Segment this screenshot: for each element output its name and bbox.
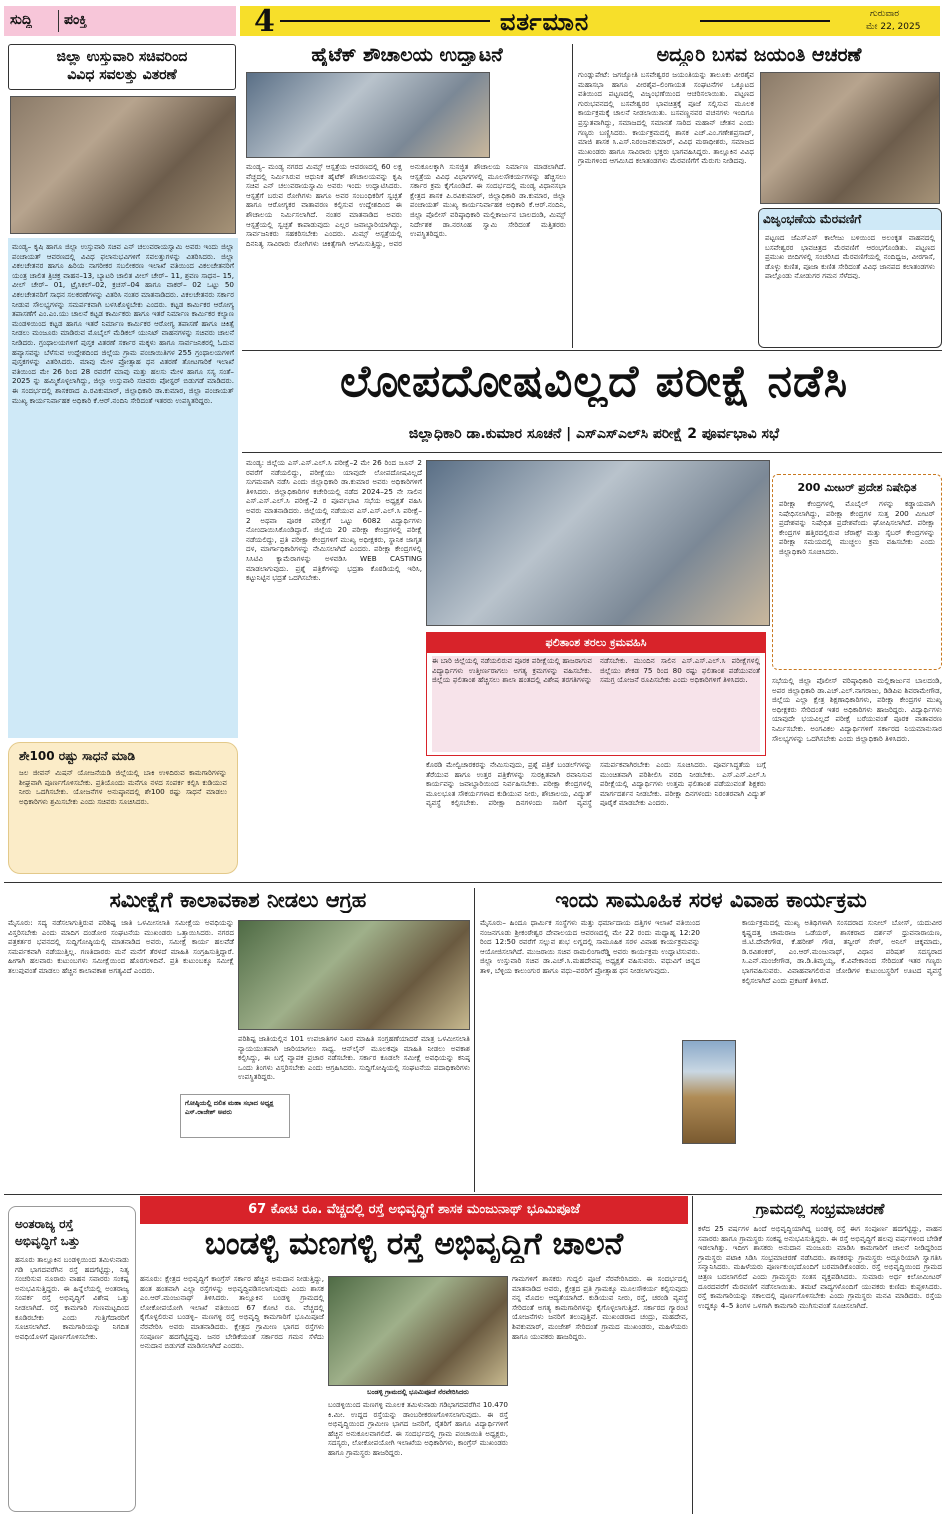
lead-200m-box (772, 474, 942, 670)
story4-headline: ಸಮೀಕ್ಷೆಗೆ ಕಾಲಾವಕಾಶ ನೀಡಲು ಆಗ್ರಹ (109, 888, 367, 912)
story6-side-body: ಹನೂರು ತಾಲ್ಲೂಕಿನ ಬಂಡಳ್ಳಿಯಿಂದ ತಮಿಳುನಾಡು ಗಡಿ ಭಾಗದವರೆಗಿನ ರಸ್ತೆ ಹದಗೆಟ್ಟಿದ್ದು, ನಿತ್ಯ ಸಂಚರಿಸುವ ನೂರಾರು ವಾಹನ ಸವಾರರು ಸಂಕಷ್ಟ ಅನುಭವಿಸುತ್ತಿದ್ದರು. ಈ ಹಿನ್ನೆಲೆಯಲ್ಲಿ ಅಂತರಾಜ್ಯ ಸಂಪರ್ಕ ರಸ್ತೆ ಅಭಿವೃದ್ಧಿಗೆ ವಿಶೇಷ ಒತ್ತು ನೀಡಲಾಗಿದೆ. ರಸ್ತೆ ಕಾಮಗಾರಿ ಗುಣಮಟ್ಟದಿಂದ ಕೂಡಿರಬೇಕು ಎಂದು ಗುತ್ತಿಗೆದಾರರಿಗೆ ಸೂಚಿಸಲಾಗಿದೆ. ಕಾಮಗಾರಿಯನ್ನು ನಿಗದಿತ ಅವಧಿಯೊಳಗೆ ಪೂರ್ಣಗೊಳಿಸಬೇಕು. (15, 1255, 129, 1341)
story6-photo (328, 1276, 508, 1386)
story7-body: ಕಳೆದ 25 ವರ್ಷಗಳ ಹಿಂದೆ ಅಭಿವೃದ್ಧಿಯಾಗಿದ್ದ ಬಂಡಳ್ಳಿ ರಸ್ತೆ ಈಗ ಸಂಪೂರ್ಣ ಹದಗೆಟ್ಟಿದ್ದು, ವಾಹನ ಸವಾರರು ಹಾಗೂ ಗ್ರಾಮಸ್ಥರು ಸಂಕಷ್ಟ ಅನುಭವಿಸುತ್ತಿದ್ದರು. ಈ ರಸ್ತೆ ಅಭಿವೃದ್ಧಿಗೆ ಹಲವು ವರ್ಷಗಳಿಂದ ಬೇಡಿಕೆ ಇಡಲಾಗಿತ್ತು. ಇದೀಗ ಶಾಸಕರು ಅನುದಾನ ಮಂಜೂರು ಮಾಡಿಸಿ ಕಾಮಗಾರಿಗೆ ಚಾಲನೆ ನೀಡಿದ್ದರಿಂದ ಗ್ರಾಮಸ್ಥರು ಪಟಾಕಿ ಸಿಡಿಸಿ ಸಂಭ್ರಮಾಚರಣೆ ನಡೆಸಿದರು. ಶಾಸಕರನ್ನು ಗ್ರಾಮಸ್ಥರು ಅದ್ದೂರಿಯಾಗಿ ಸ್ವಾಗತಿಸಿ ಸನ್ಮಾನಿಸಿದರು. ಮಹಿಳೆಯರು ಪೂರ್ಣಕುಂಭದೊಂದಿಗೆ ಬರಮಾಡಿಕೊಂಡರು. ರಸ್ತೆ ಅಭಿವೃದ್ಧಿಯಿಂದ ಗ್ರಾಮದ ಚಿತ್ರಣ ಬದಲಾಗಲಿದೆ ಎಂದು ಗ್ರಾಮಸ್ಥರು ಸಂತಸ ವ್ಯಕ್ತಪಡಿಸಿದರು. ಸುಮಾರು ಅರ್ಧ ಕಿಲೋಮೀಟರ್ ದೂರದವರೆಗೆ ಮೆರವಣಿಗೆ ನಡೆಸಲಾಯಿತು. ತಮಟೆ ವಾದ್ಯಗಳೊಂದಿಗೆ ಯುವಕರು ಕುಣಿದು ಕುಪ್ಪಳಿಸಿದರು. ರಸ್ತೆ ಕಾಮಗಾರಿಯನ್ನು ಸಕಾಲದಲ್ಲಿ ಪೂರ್ಣಗೊಳಿಸಬೇಕು ಎಂದು ಗ್ರಾಮಸ್ಥರು ಮನವಿ ಮಾಡಿದರು. ರಸ್ತೆಯ ಉದ್ದಕ್ಕೂ 4–5 ತಿಂಗಳ ಒಳಗಾಗಿ ಕಾಮಗಾರಿ ಮುಗಿಸುವಂತೆ ಸೂಚಿಸಲಾಗಿದೆ. (698, 1224, 942, 1310)
lead-body-far-right: ಸಭೆಯಲ್ಲಿ ಜಿಲ್ಲಾ ಪೊಲೀಸ್ ವರಿಷ್ಠಾಧಿಕಾರಿ ಮಲ್ಲಿಕಾರ್ಜುನ ಬಾಲದಂಡಿ, ಅಪರ ಜಿಲ್ಲಾಧಿಕಾರಿ ಡಾ.ಎಚ್.ಎಲ್.ನಾಗರಾಜು, ಡಿಡಿಪಿಐ ಶಿವರಾಮೇಗೌಡ, ಜಿಲ್ಲೆಯ ಎಲ್ಲಾ ಕ್ಷೇತ್ರ ಶಿಕ್ಷಣಾಧಿಕಾರಿಗಳು, ಪರೀಕ್ಷಾ ಕೇಂದ್ರಗಳ ಮುಖ್ಯ ಅಧೀಕ್ಷಕರು ಸೇರಿದಂತೆ ಇತರ ಅಧಿಕಾರಿಗಳು ಹಾಜರಿದ್ದರು. ವಿದ್ಯಾರ್ಥಿಗಳು ಯಾವುದೇ ಭಯವಿಲ್ಲದೆ ಪರೀಕ್ಷೆ ಬರೆಯುವಂತೆ ಪೂರಕ ವಾತಾವರಣ ನಿರ್ಮಿಸಬೇಕು. ಅಂಗವಿಕಲ ವಿದ್ಯಾರ್ಥಿಗಳಿಗೆ ಸರ್ಕಾರದ ನಿಯಮಾನುಸಾರ ಸೌಲಭ್ಯಗಳನ್ನು ಒದಗಿಸಬೇಕು ಎಂದು ಜಿಲ್ಲಾಧಿಕಾರಿ ತಿಳಿಸಿದರು. (772, 676, 942, 743)
story6-banner (140, 1196, 688, 1224)
story6-side-title-2: ಅಭಿವೃದ್ಧಿಗೆ ಒತ್ತು (15, 1234, 80, 1248)
story1-body: ಮಂಡ್ಯ– ಕೃಷಿ ಹಾಗೂ ಜಿಲ್ಲಾ ಉಸ್ತುವಾರಿ ಸಚಿವ ಎನ್ ಚಲುವರಾಯಸ್ವಾಮಿ ಅವರು ಇಂದು ಜಿಲ್ಲಾ ಪಂಚಾಯತ್ ಆವರಣದಲ್ಲಿ ವಿವಿಧ ಫಲಾನುಭವಿಗಳಿಗೆ ಸವಲತ್ತುಗಳನ್ನು ವಿತರಿಸಿದರು. ಜಿಲ್ಲಾ ವಿಕಲಚೇತನರ ಹಾಗೂ ಹಿರಿಯ ನಾಗರೀಕರ ಸಬಲೀಕರಣ ಇಲಾಖೆ ವತಿಯಿಂದ ವಿಕಲಚೇತನರಿಗೆ ಯಂತ್ರ ಚಾಲಿತ ತ್ರಿಚಕ್ರ ವಾಹನ–13, ಬ್ಯಾಟರಿ ಚಾಲಿತ ವೀಲ್ ಚೇರ್– 11, ಶ್ರವಣ ಸಾಧನ– 15, ವೀಲ್ ಚೇರ್– 01, ಟ್ರೈಸಿಕಲ್–02, ಕ್ರಚಸ್–04 ಹಾಗೂ ವಾಕರ್– 02 ಒಟ್ಟು 50 ವಿಕಲಚೇತನರಿಗೆ ಸಾಧನ ಸಲಕರಣೆಗಳನ್ನು ವಿತರಿಸಿ ನಂತರ ಮಾತನಾಡಿದರು. ವಿಕಲಚೇತನರು ಸರ್ಕಾರ ನೀಡುವ ಸೌಲಭ್ಯಗಳನ್ನು ಸಮರ್ಪಕವಾಗಿ ಬಳಸಿಕೊಳ್ಳಬೇಕು ಎಂದರು. ಕಟ್ಟಡ ಕಾರ್ಮಿಕರ ಆರೋಗ್ಯ ತಪಾಸಣೆಗೆ ಎಂ.ಎಂ.ಯು ಚಾಲನೆ ಕಟ್ಟಡ ಕಾರ್ಮಿಕರು ಹಾಗೂ ಇತರೆ ನಿರ್ಮಾಣ ಕಾರ್ಮಿಕರ ಕಲ್ಯಾಣ ಮಂಡಳಿಯಿಂದ ಕಟ್ಟಡ ಹಾಗೂ ಇತರೆ ನಿರ್ಮಾಣ ಕಾರ್ಮಿಕರ ಆರೋಗ್ಯ ತಪಾಸಣೆ ಹಾಗೂ ಚಿಕಿತ್ಸೆ ನೀಡಲು ಮಂಜೂರು ಮಾಡಿರುವ ಮೊಬೈಲ್ ಮೆಡಿಕಲ್ ಯುನಿಟ್ ವಾಹನಗಳನ್ನು ಸಚಿವರು ಚಾಲನೆ ನೀಡಿದರು. ಗ್ರಂಥಾಲಯಗಳಿಗೆ ಪುಸ್ತಕ ವಿತರಣೆ ಸರ್ಕಾರ ಮಕ್ಕಳು ಹಾಗೂ ಸಾರ್ವಜನಿಕರಲ್ಲಿ ಓದುವ ಹವ್ಯಾಸವನ್ನು ಬೆಳೆಸುವ ಉದ್ದೇಶದಿಂದ ಜಿಲ್ಲೆಯ ಗ್ರಾಮ ಪಂಚಾಯಿತಿಗಳ 255 ಗ್ರಂಥಾಲಯಗಳಿಗೆ ಪುಸ್ತಕಗಳನ್ನು ವಿತರಿಸಿದರು. ಮಾವು ಮೇಳ ಪ್ರೋತ್ಸಾಹ ಧನ ವಿತರಣೆ ತೋಟಗಾರಿಕೆ ಇಲಾಖೆ ವತಿಯಿಂದ ಮೇ 26 ರಿಂದ 28 ರವರೆಗೆ ಮಾವು ಮತ್ತು ಹಲಸು ಮೇಳ ಹಾಗೂ ಸಸ್ಯ ಸಂತೆ– 2025 ನ್ನು ಹಮ್ಮಿಕೊಳ್ಳಲಾಗಿದ್ದು, ಜಿಲ್ಲಾ ಉಸ್ತುವಾರಿ ಸಚಿವರು ಪೋಸ್ಟರ್ ಬಿಡುಗಡೆ ಮಾಡಿದರು. ಈ ಸಂದರ್ಭದಲ್ಲಿ ಶಾಸಕರಾದ ಪಿ.ರವಿಕುಮಾರ್, ಜಿಲ್ಲಾಧಿಕಾರಿ ಡಾ.ಕುಮಾರ, ಜಿಲ್ಲಾ ಪಂಚಾಯತ್ ಮುಖ್ಯ ಕಾರ್ಯನಿರ್ವಾಹಕ ಅಧಿಕಾರಿ ಕೆ.ಆರ್.ನಂದಿನಿ ಸೇರಿದಂತೆ ಇತರರು ಉಪಸ್ಥಿತರಿದ್ದರು. (12, 242, 234, 405)
lead-result-title: ಫಲಿತಾಂಶ ತರಲು ಕ್ರಮವಹಿಸಿ (427, 633, 765, 653)
section-tag-divider (58, 10, 59, 32)
issue-day: ಗುರುವಾರ (870, 9, 900, 19)
story5-body-left: ಮೈಸೂರು– ಹಿಂದೂ ಧಾರ್ಮಿಕ ಸಂಸ್ಥೆಗಳು ಮತ್ತು ಧರ್ಮಾದಾಯ ದತ್ತಿಗಳ ಇಲಾಖೆ ವತಿಯಿಂದ ನಂಜನಗೂಡು ಶ್ರೀಕಂಠೇಶ್ವರ ದೇವಾಲಯದ ಆವರಣದಲ್ಲಿ ಮೇ 22 ರಂದು ಮಧ್ಯಾಹ್ನ 12:20 ರಿಂದ 12:50 ರವರೆಗೆ ಸಲ್ಲುವ ಶುಭ ಲಗ್ನದಲ್ಲಿ ಸಾಮೂಹಿಕ ಸರಳ ವಿವಾಹ ಕಾರ್ಯಕ್ರಮವನ್ನು ಆಯೋಜಿಸಲಾಗಿದೆ. ಮುಜರಾಯಿ ಸಚಿವ ರಾಮಲಿಂಗಾರೆಡ್ಡಿ ಅವರು ಕಾರ್ಯಕ್ರಮ ಉದ್ಘಾಟಿಸುವರು. ಜಿಲ್ಲಾ ಉಸ್ತುವಾರಿ ಸಚಿವ ಡಾ.ಎಚ್.ಸಿ.ಮಹದೇವಪ್ಪ ಅಧ್ಯಕ್ಷತೆ ವಹಿಸುವರು. ವಧುವಿಗೆ ಚಿನ್ನದ ತಾಳಿ, ಬೆಳ್ಳಿಯ ಕಾಲುಂಗುರ ಹಾಗೂ ವಧು–ವರರಿಗೆ ಪ್ರೋತ್ಸಾಹ ಧನ ನೀಡಲಾಗುವುದು. (480, 918, 700, 975)
story4-body-right: ಪರಿಶಿಷ್ಟ ಜಾತಿಯಲ್ಲಿನ 101 ಉಪಜಾತಿಗಳ ನಿಖರ ಮಾಹಿತಿ ಸಂಗ್ರಹಣೆಯಾದರೆ ಮಾತ್ರ ಒಳಮೀಸಲಾತಿ ನ್ಯಾಯಯುತವಾಗಿ ಜಾರಿಯಾಗಲು ಸಾಧ್ಯ. ಆನ್‌ಲೈನ್ ಮೂಲಕವೂ ಮಾಹಿತಿ ನೀಡಲು ಅವಕಾಶ ಕಲ್ಪಿಸಿದ್ದು, ಈ ಬಗ್ಗೆ ವ್ಯಾಪಕ ಪ್ರಚಾರ ನಡೆಸಬೇಕು. ಸರ್ಕಾರ ಕೂಡಲೇ ಸಮೀಕ್ಷೆ ಅವಧಿಯನ್ನು ಕನಿಷ್ಠ ಒಂದು ತಿಂಗಳು ವಿಸ್ತರಿಸಬೇಕು ಎಂದು ಆಗ್ರಹಿಸಿದರು. ಸುದ್ದಿಗೋಷ್ಠಿಯಲ್ಲಿ ಸಂಘಟನೆಯ ಪದಾಧಿಕಾರಿಗಳು ಉಪಸ್ಥಿತರಿದ್ದರು. (238, 1034, 470, 1082)
divider-mid-section (4, 882, 942, 883)
masthead-rule-right (700, 20, 830, 22)
story1-headline-line1: ಜಿಲ್ಲಾ ಉಸ್ತುವಾರಿ ಸಚಿವರಿಂದ (56, 49, 188, 65)
issue-date: ಮೇ 22, 2025 (866, 22, 921, 32)
box100-title: ಶೇ100 ರಷ್ಟು ಸಾಧನೆ ಮಾಡಿ (19, 749, 136, 763)
story1-headline-box (8, 44, 236, 90)
story1-headline-line2: ವಿವಿಧ ಸವಲತ್ತು ವಿತರಣೆ (67, 67, 177, 83)
story5-headline: ಇಂದು ಸಾಮೂಹಿಕ ಸರಳ ವಿವಾಹ ಕಾರ್ಯಕ್ರಮ (555, 888, 867, 912)
story3-photo (760, 72, 940, 204)
story3-body: ಗುಂಡ್ಲುಪೇಟೆ: ಜಗಜ್ಯೋತಿ ಬಸವೇಶ್ವರರ ಜಯಂತಿಯನ್ನು ತಾಲೂಕು ವೀರಶೈವ ಮಹಾಸಭಾ ಹಾಗೂ ವೀರಶೈವ–ಲಿಂಗಾಯತ ಸಂಘಟನೆಗಳ ಒಕ್ಕೂಟದ ವತಿಯಿಂದ ಪಟ್ಟಣದಲ್ಲಿ ವಿಜೃಂಭಣೆಯಿಂದ ಆಚರಿಸಲಾಯಿತು. ಪಟ್ಟಣದ ಗುರುಭವನದಲ್ಲಿ ಬಸವೇಶ್ವರರ ಭಾವಚಿತ್ರಕ್ಕೆ ಪೂಜೆ ಸಲ್ಲಿಸುವ ಮೂಲಕ ಕಾರ್ಯಕ್ರಮಕ್ಕೆ ಚಾಲನೆ ನೀಡಲಾಯಿತು. ಬಸವಣ್ಣನವರ ವಚನಗಳು ಇಂದಿಗೂ ಪ್ರಸ್ತುತವಾಗಿದ್ದು, ಸಮಾಜದಲ್ಲಿ ಸಮಾನತೆ ಸಾರಿದ ಮಹಾನ್ ಚೇತನ ಎಂದು ಗಣ್ಯರು ಬಣ್ಣಿಸಿದರು. ಕಾರ್ಯಕ್ರಮದಲ್ಲಿ ಶಾಸಕ ಎಚ್.ಎಂ.ಗಣೇಶಪ್ರಸಾದ್, ಮಾಜಿ ಶಾಸಕ ಸಿ.ಎಸ್.ನಿರಂಜನಕುಮಾರ್, ವಿವಿಧ ಮಠಾಧೀಶರು, ಸಮಾಜದ ಮುಖಂಡರು ಹಾಗೂ ಸಾವಿರಾರು ಭಕ್ತರು ಭಾಗವಹಿಸಿದ್ದರು. ತಾಲ್ಲೂಕಿನ ವಿವಿಧ ಗ್ರಾಮಗಳಿಂದ ಆಗಮಿಸಿದ ಕಲಾತಂಡಗಳು ಮೆರವಣಿಗೆಗೆ ಮೆರುಗು ನೀಡಿದವು. (578, 70, 754, 166)
lead-result-box (426, 632, 766, 756)
lead-result-body: ಈ ಬಾರಿ ಜಿಲ್ಲೆಯಲ್ಲಿ ನಡೆಯಲಿರುವ ಪೂರಕ ಪರೀಕ್ಷೆಯಲ್ಲಿ ಹಾಜರಾಗುವ ವಿದ್ಯಾರ್ಥಿಗಳು ಉತ್ತೀರ್ಣರಾಗಲು ಅಗತ್ಯ ಕ್ರಮಗಳನ್ನು ವಹಿಸಬೇಕು. ಜಿಲ್ಲೆಯ ಫಲಿತಾಂಶ ಹೆಚ್ಚಿಸಲು ಶಾಲಾ ಹಂತದಲ್ಲಿ ವಿಶೇಷ ತರಗತಿಗಳನ್ನು ನಡೆಸಬೇಕು. ಮುಂದಿನ ಸಾಲಿನ ಎಸ್.ಎಸ್.ಎಲ್.ಸಿ ಪರೀಕ್ಷೆಗಳಲ್ಲಿ ಜಿಲ್ಲೆಯು ಶೇಕಡ 75 ರಿಂದ 80 ರಷ್ಟು ಫಲಿತಾಂಶ ಪಡೆಯುವಂತೆ ಸಮಗ್ರ ಯೋಜನೆ ರೂಪಿಸಬೇಕು ಎಂದು ಅಧಿಕಾರಿಗಳಿಗೆ ತಿಳಿಸಿದರು. (432, 656, 760, 752)
story4-photo-caption-box (180, 1094, 290, 1138)
lead-subhead: ಜಿಲ್ಲಾಧಿಕಾರಿ ಡಾ.ಕುಮಾರ ಸೂಚನೆ | ಎಸ್‌ಎಸ್‌ಎಲ್‌ಸಿ ಪರೀಕ್ಷೆ 2 ಪೂರ್ವಭಾವಿ ಸಭೆ (408, 426, 780, 442)
lead-photo (426, 460, 770, 626)
story5-photo-temple (682, 1040, 736, 1144)
story6-side-title-1: ಅಂತರಾಜ್ಯ ರಸ್ತೆ (15, 1217, 74, 1231)
story6-banner-text: 67 ಕೋಟಿ ರೂ. ವೆಚ್ಚದಲ್ಲಿ ರಸ್ತೆ ಅಭಿವೃದ್ಧಿಗೆ ಶಾಸಕ ಮಂಜುನಾಥ್ ಭೂಮಿಪೂಜೆ (248, 1202, 580, 1217)
story2-body: ಮಂಡ್ಯ– ಮಂಡ್ಯ ನಗರದ ಮಿಮ್ಸ್ ಆಸ್ಪತ್ರೆಯ ಆವರಣದಲ್ಲಿ 60 ಲಕ್ಷ ವೆಚ್ಚದಲ್ಲಿ ನಿರ್ಮಿಸಿರುವ ಆಧುನಿಕ ಹೈಟೆಕ್ ಶೌಚಾಲಯವನ್ನು ಕೃಷಿ ಸಚಿವ ಎನ್ ಚಲುವರಾಯಸ್ವಾಮಿ ಅವರು ಇಂದು ಉದ್ಘಾಟಿಸಿದರು. ಆಸ್ಪತ್ರೆಗೆ ಬರುವ ರೋಗಿಗಳು ಹಾಗೂ ಅವರ ಸಂಬಂಧಿಕರಿಗೆ ಸ್ವಚ್ಛತೆ ಹಾಗೂ ಆರೋಗ್ಯಕರ ವಾತಾವರಣ ಕಲ್ಪಿಸುವ ಉದ್ದೇಶದಿಂದ ಈ ಶೌಚಾಲಯ ನಿರ್ಮಿಸಲಾಗಿದೆ. ನಂತರ ಮಾತನಾಡಿದ ಅವರು ಆಸ್ಪತ್ರೆಯಲ್ಲಿ ಸ್ವಚ್ಛತೆ ಕಾಪಾಡುವುದು ಎಲ್ಲರ ಜವಾಬ್ದಾರಿಯಾಗಿದ್ದು, ಸಾರ್ವಜನಿಕರು ಸಹಕರಿಸಬೇಕು ಎಂದರು. ಮಿಮ್ಸ್ ಆಸ್ಪತ್ರೆಯಲ್ಲಿ ದಿನನಿತ್ಯ ಸಾವಿರಾರು ರೋಗಿಗಳು ಚಿಕಿತ್ಸೆಗಾಗಿ ಆಗಮಿಸುತ್ತಿದ್ದು, ಅವರ ಅನುಕೂಲಕ್ಕಾಗಿ ಸುಸಜ್ಜಿತ ಶೌಚಾಲಯ ನಿರ್ಮಾಣ ಮಾಡಲಾಗಿದೆ. ಆಸ್ಪತ್ರೆಯ ವಿವಿಧ ವಿಭಾಗಗಳಲ್ಲಿ ಮೂಲಸೌಕರ್ಯಗಳನ್ನು ಹೆಚ್ಚಿಸಲು ಸರ್ಕಾರ ಕ್ರಮ ಕೈಗೊಂಡಿದೆ. ಈ ಸಂದರ್ಭದಲ್ಲಿ ಮಂಡ್ಯ ವಿಧಾನಸಭಾ ಕ್ಷೇತ್ರದ ಶಾಸಕ ಪಿ.ರವಿಕುಮಾರ್, ಜಿಲ್ಲಾಧಿಕಾರಿ ಡಾ.ಕುಮಾರ, ಜಿಲ್ಲಾ ಪಂಚಾಯತ್ ಮುಖ್ಯ ಕಾರ್ಯನಿರ್ವಾಹಕ ಅಧಿಕಾರಿ ಕೆ.ಆರ್.ನಂದಿನಿ, ಜಿಲ್ಲಾ ಪೊಲೀಸ್ ವರಿಷ್ಠಾಧಿಕಾರಿ ಮಲ್ಲಿಕಾರ್ಜುನ ಬಾಲದಂಡಿ, ಮಿಮ್ಸ್ ನಿರ್ದೇಶಕ ಡಾ.ನರಸಿಂಹ ಸ್ವಾಮಿ ಸೇರಿದಂತೆ ಮತ್ತಿತರರು ಉಪಸ್ಥಿತರಿದ್ದರು. (246, 162, 566, 248)
box100 (8, 742, 238, 874)
box100-body: ಜಲ ಜೀವನ್ ಮಿಷನ್ ಯೋಜನೆಯಡಿ ಜಿಲ್ಲೆಯಲ್ಲಿ ಬಾಕಿ ಉಳಿದಿರುವ ಕಾಮಗಾರಿಗಳನ್ನು ಶೀಘ್ರವಾಗಿ ಪೂರ್ಣಗೊಳಿಸಬೇಕು. ಪ್ರತಿಯೊಂದು ಮನೆಗೂ ನಳದ ಸಂಪರ್ಕ ಕಲ್ಪಿಸಿ ಕುಡಿಯುವ ನೀರು ಒದಗಿಸಬೇಕು. ಯೋಜನೆಗಳ ಅನುಷ್ಠಾನದಲ್ಲಿ ಶೇ100 ರಷ್ಟು ಸಾಧನೆ ಮಾಡಲು ಅಧಿಕಾರಿಗಳು ಶ್ರಮಿಸಬೇಕು ಎಂದು ಸಚಿವರು ಸೂಚಿಸಿದರು. (19, 768, 227, 806)
story5-body-right: ಕಾರ್ಯಕ್ರಮದಲ್ಲಿ ಮುಖ್ಯ ಅತಿಥಿಗಳಾಗಿ ಸಂಸದರಾದ ಸುನೀಲ್ ಬೋಸ್, ಯದುವೀರ ಕೃಷ್ಣದತ್ತ ಚಾಮರಾಜ ಒಡೆಯರ್, ಶಾಸಕರಾದ ದರ್ಶನ್ ಧ್ರುವನಾರಾಯಣ, ಜಿ.ಟಿ.ದೇವೇಗೌಡ, ಕೆ.ಹರೀಶ್ ಗೌಡ, ತನ್ವೀರ್ ಸೇಠ್, ಅನಿಲ್ ಚಿಕ್ಕಮಾದು, ಡಿ.ರವಿಶಂಕರ್, ಎಂ.ಆರ್.ಮಂಜುನಾಥ್, ವಿಧಾನ ಪರಿಷತ್ ಸದಸ್ಯರಾದ ಸಿ.ಎನ್.ಮಂಜೇಗೌಡ, ಡಾ.ಡಿ.ತಿಮ್ಮಯ್ಯ, ಕೆ.ವಿವೇಕಾನಂದ ಸೇರಿದಂತೆ ಇತರ ಗಣ್ಯರು ಭಾಗವಹಿಸುವರು. ವಿವಾಹವಾಗಲಿರುವ ಜೋಡಿಗಳ ಕುಟುಂಬಸ್ಥರಿಗೆ ಊಟದ ವ್ಯವಸ್ಥೆ ಕಲ್ಪಿಸಲಾಗಿದೆ ಎಂದು ಪ್ರಕಟಣೆ ತಿಳಿಸಿದೆ. (742, 918, 942, 985)
section-tag-label-b: ಪಂಕ್ತಿ (64, 12, 87, 28)
lead-body-left: ಮಂಡ್ಯ: ಜಿಲ್ಲೆಯ ಎಸ್.ಎಸ್.ಎಲ್.ಸಿ ಪರೀಕ್ಷೆ–2 ಮೇ 26 ರಿಂದ ಜೂನ್ 2 ರವರೆಗೆ ನಡೆಯಲಿದ್ದು, ಪರೀಕ್ಷೆಯು ಯಾವುದೇ ಲೋಪದೋಷವಿಲ್ಲದೆ ಸುಗಮವಾಗಿ ನಡೆಸಿ ಎಂದು ಜಿಲ್ಲಾಧಿಕಾರಿ ಡಾ.ಕುಮಾರ ಅವರು ಅಧಿಕಾರಿಗಳಿಗೆ ತಿಳಿಸಿದರು. ಜಿಲ್ಲಾಧಿಕಾರಿಗಳ ಕಚೇರಿಯಲ್ಲಿ ನಡೆದ 2024–25 ನೇ ಸಾಲಿನ ಎಸ್.ಎಸ್.ಎಲ್.ಸಿ ಪರೀಕ್ಷೆ–2 ರ ಪೂರ್ವಭಾವಿ ಸಭೆಯ ಅಧ್ಯಕ್ಷತೆ ವಹಿಸಿ ಅವರು ಮಾತನಾಡಿದರು. ಜಿಲ್ಲೆಯಲ್ಲಿ ನಡೆಯುವ ಎಸ್.ಎಸ್.ಎಲ್.ಸಿ ಪರೀಕ್ಷೆ–2 ಅಥವಾ ಪೂರಕ ಪರೀಕ್ಷೆಗೆ ಒಟ್ಟು 6082 ವಿದ್ಯಾರ್ಥಿಗಳು ನೋಂದಾಯಿಸಿಕೊಂಡಿದ್ದಾರೆ. ಜಿಲ್ಲೆಯ 20 ಪರೀಕ್ಷಾ ಕೇಂದ್ರಗಳಲ್ಲಿ ಪರೀಕ್ಷೆ ನಡೆಯಲಿದ್ದು, ಪ್ರತಿ ಪರೀಕ್ಷಾ ಕೇಂದ್ರಗಳಿಗೆ ಮುಖ್ಯ ಅಧೀಕ್ಷಕರು, ಸ್ಥಾನಿಕ ಜಾಗೃತ ದಳ, ಮಾರ್ಗಾಧಿಕಾರಿಗಳನ್ನು ನೇಮಿಸಲಾಗಿದೆ ಎಂದರು. ಪರೀಕ್ಷಾ ಕೇಂದ್ರಗಳಲ್ಲಿ ಸಿಸಿಟಿವಿ ಕ್ಯಾಮೆರಾಗಳನ್ನು ಅಳವಡಿಸಿ WEB CASTING ಮಾಡಲಾಗುವುದು. ಪ್ರಶ್ನೆ ಪತ್ರಿಕೆಗಳನ್ನು ಭದ್ರತಾ ಕೊಠಡಿಯಲ್ಲಿ ಇರಿಸಿ, ಕಟ್ಟುನಿಟ್ಟಿನ ಭದ್ರತೆ ಒದಗಿಸಬೇಕು. (246, 458, 422, 583)
section-tag-label-a: ಸುದ್ದಿ (10, 12, 33, 28)
lead-200m-title: 200 ಮೀಟರ್ ಪ್ರದೇಶ ನಿಷೇಧಿತ (797, 481, 917, 494)
masthead-rule (280, 20, 490, 22)
story6-body-a: ಹನೂರು: ಕ್ಷೇತ್ರದ ಅಭಿವೃದ್ಧಿಗೆ ಕಾಂಗ್ರೆಸ್ ಸರ್ಕಾರ ಹೆಚ್ಚಿನ ಅನುದಾನ ನೀಡುತ್ತಿದ್ದು, ಹಂತ ಹಂತವಾಗಿ ಎಲ್ಲಾ ರಸ್ತೆಗಳನ್ನು ಅಭಿವೃದ್ಧಿಪಡಿಸಲಾಗುವುದು ಎಂದು ಶಾಸಕ ಎಂ.ಆರ್.ಮಂಜುನಾಥ್ ತಿಳಿಸಿದರು. ತಾಲ್ಲೂಕಿನ ಬಂಡಳ್ಳಿ ಗ್ರಾಮದಲ್ಲಿ ಲೋಕೋಪಯೋಗಿ ಇಲಾಖೆ ವತಿಯಿಂದ 67 ಕೋಟಿ ರೂ. ವೆಚ್ಚದಲ್ಲಿ ಕೈಗೊಳ್ಳಲಿರುವ ಬಂಡಳ್ಳಿ– ಮಣಗಳ್ಳಿ ರಸ್ತೆ ಅಭಿವೃದ್ಧಿ ಕಾಮಗಾರಿಗೆ ಭೂಮಿಪೂಜೆ ನೆರವೇರಿಸಿ ಅವರು ಮಾತನಾಡಿದರು. ಕ್ಷೇತ್ರದ ಗ್ರಾಮೀಣ ಭಾಗದ ರಸ್ತೆಗಳು ಸಂಪೂರ್ಣ ಹದಗೆಟ್ಟಿದ್ದವು. ಜನರ ಬೇಡಿಕೆಯಂತೆ ಸರ್ಕಾರದ ಗಮನ ಸೆಳೆದು ಅನುದಾನ ಬಿಡುಗಡೆ ಮಾಡಿಸಲಾಗಿದೆ ಎಂದರು. (140, 1274, 324, 1351)
divider-top-section (242, 350, 942, 351)
divider-lead-subhead (242, 452, 942, 453)
story1-photo (10, 96, 236, 234)
story6-photo-caption: ಬಂಡಳ್ಳಿ ಗ್ರಾಮದಲ್ಲಿ ಭೂಮಿಪೂಜೆ ನೆರವೇರಿಸಿದರು (367, 1388, 469, 1396)
box-procession (758, 208, 942, 348)
story6-body-c: ಗಾಮಗಳಿಗೆ ಶಾಸಕರು ಗುದ್ದಲಿ ಪೂಜೆ ನೆರವೇರಿಸಿದರು. ಈ ಸಂದರ್ಭದಲ್ಲಿ ಮಾತನಾಡಿದ ಅವರು, ಕ್ಷೇತ್ರದ ಪ್ರತಿ ಗ್ರಾಮಕ್ಕೂ ಮೂಲಸೌಕರ್ಯ ಕಲ್ಪಿಸುವುದು ನನ್ನ ಮೊದಲ ಆದ್ಯತೆಯಾಗಿದೆ. ಕುಡಿಯುವ ನೀರು, ರಸ್ತೆ, ಚರಂಡಿ ವ್ಯವಸ್ಥೆ ಸೇರಿದಂತೆ ಅಗತ್ಯ ಕಾಮಗಾರಿಗಳನ್ನು ಕೈಗೊಳ್ಳಲಾಗುತ್ತಿದೆ. ಸರ್ಕಾರದ ಗ್ಯಾರಂಟಿ ಯೋಜನೆಗಳು ಜನರಿಗೆ ತಲುಪುತ್ತಿವೆ. ಮುಖಂಡರಾದ ಚಂದ್ರು, ಮಹದೇವ, ಶಿವಕುಮಾರ್, ಮಂಜೇಶ್ ಸೇರಿದಂತೆ ಗ್ರಾಮದ ಮುಖಂಡರು, ಮಹಿಳೆಯರು ಹಾಗೂ ಯುವಕರು ಹಾಜರಿದ್ದರು. (512, 1274, 688, 1341)
story2-headline: ಹೈಟೆಕ್ ಶೌಚಾಲಯ ಉದ್ಘಾಟನೆ (311, 44, 503, 66)
story4-photo-caption: ಗೋಷ್ಠಿಯಲ್ಲಿ ದಲಿತ ಮಹಾ ಸಭಾದ ಅಧ್ಯಕ್ಷ ಎಸ್.ರಾಜೇಶ್ ಅವರು (185, 1099, 274, 1116)
paper-name-logo: ವರ್ತಮಾನ (500, 7, 590, 36)
section-tag-pink (4, 6, 236, 36)
lead-headline: ಲೋಪದೋಷವಿಲ್ಲದೆ ಪರೀಕ್ಷೆ ನಡೆಸಿ (339, 356, 849, 407)
story4-photo (238, 920, 470, 1030)
page-number: 4 (254, 4, 275, 39)
box-procession-body: ಪಟ್ಟಣದ ಜೆಎಸ್ಎಸ್ ಕಾಲೇಜು ಬಳಿಯಿಂದ ಅಲಂಕೃತ ವಾಹನದಲ್ಲಿ ಬಸವೇಶ್ವರರ ಭಾವಚಿತ್ರದ ಮೆರವಣಿಗೆ ಆರಂಭಗೊಂಡಿತು. ಪಟ್ಟಣದ ಪ್ರಮುಖ ಬೀದಿಗಳಲ್ಲಿ ಸಂಚರಿಸಿದ ಮೆರವಣಿಗೆಯಲ್ಲಿ ನಂದಿಧ್ವಜ, ವೀರಗಾಸೆ, ಡೊಳ್ಳು ಕುಣಿತ, ಪೂಜಾ ಕುಣಿತ ಸೇರಿದಂತೆ ವಿವಿಧ ಜಾನಪದ ಕಲಾತಂಡಗಳು ಪಾಲ್ಗೊಂಡು ನೋಡುಗರ ಗಮನ ಸೆಳೆದವು. (765, 233, 935, 281)
divider-story2-story3 (572, 44, 573, 348)
story6-body-b: ಬಂಡಳ್ಳಿಯಿಂದ ಮಣಗಳ್ಳಿ ಮೂಲಕ ತಮಿಳುನಾಡು ಗಡಿಭಾಗದವರೆಗಿನ 10.470 ಕಿ.ಮೀ. ಉದ್ದದ ರಸ್ತೆಯನ್ನು ಡಾಂಬರೀಕರಣಗೊಳಿಸಲಾಗುವುದು. ಈ ರಸ್ತೆ ಅಭಿವೃದ್ಧಿಯಿಂದ ಗ್ರಾಮೀಣ ಭಾಗದ ಜನರಿಗೆ, ರೈತರಿಗೆ ಹಾಗೂ ವಿದ್ಯಾರ್ಥಿಗಳಿಗೆ ಹೆಚ್ಚಿನ ಅನುಕೂಲವಾಗಲಿದೆ. ಈ ಸಂದರ್ಭದಲ್ಲಿ ಗ್ರಾಮ ಪಂಚಾಯಿತಿ ಅಧ್ಯಕ್ಷರು, ಸದಸ್ಯರು, ಲೋಕೋಪಯೋಗಿ ಇಲಾಖೆಯ ಅಧಿಕಾರಿಗಳು, ಕಾಂಗ್ರೆಸ್ ಮುಖಂಡರು ಹಾಗೂ ಗ್ರಾಮಸ್ಥರು ಹಾಜರಿದ್ದರು. (328, 1400, 508, 1457)
divider-story6-story7 (692, 1196, 693, 1514)
story4-body-left: ಮೈಸೂರು: ಸದ್ಯ ನಡೆಸಲಾಗುತ್ತಿರುವ ಪರಿಶಿಷ್ಟ ಜಾತಿ ಒಳಮೀಸಲಾತಿ ಸಮೀಕ್ಷೆಯ ಅವಧಿಯನ್ನು ವಿಸ್ತರಿಸಬೇಕು ಎಂದು ಮಾದಿಗ ದಂಡೋರ ಸಂಘಟನೆಯ ಮುಖಂಡರು ಒತ್ತಾಯಿಸಿದರು. ನಗರದ ಪತ್ರಕರ್ತರ ಭವನದಲ್ಲಿ ಸುದ್ದಿಗೋಷ್ಠಿಯಲ್ಲಿ ಮಾತನಾಡಿದ ಅವರು, ಸಮೀಕ್ಷೆ ಕಾರ್ಯ ಹಲವೆಡೆ ಸಮರ್ಪಕವಾಗಿ ನಡೆಯುತ್ತಿಲ್ಲ. ಗಣತಿದಾರರು ಮನೆ ಮನೆಗೆ ತೆರಳದೆ ಮಾಹಿತಿ ಸಂಗ್ರಹಿಸುತ್ತಿದ್ದಾರೆ. ಹೀಗಾಗಿ ಹಲವಾರು ಕುಟುಂಬಗಳು ಸಮೀಕ್ಷೆಯಿಂದ ಹೊರಗುಳಿದಿವೆ. ಪ್ರತಿ ಕುಟುಂಬಕ್ಕೂ ಸಮೀಕ್ಷೆ ತಲುಪುವಂತೆ ಮಾಡಲು ಹೆಚ್ಚಿನ ಕಾಲಾವಕಾಶ ಅಗತ್ಯವಿದೆ ಎಂದರು. (8, 918, 234, 975)
masthead (0, 0, 945, 42)
story2-photo (246, 72, 490, 158)
story6-headline: ಬಂಡಳ್ಳಿ ಮಣಗಳ್ಳಿ ರಸ್ತೆ ಅಭಿವೃದ್ಧಿಗೆ ಚಾಲನೆ (204, 1226, 624, 1262)
box-procession-title: ವಿಜೃಂಭಣೆಯ ಮೆರವಣಿಗೆ (759, 209, 941, 230)
lead-body-right: ಕೊಠಡಿ ಮೇಲ್ವಿಚಾರಕರನ್ನು ನೇಮಿಸುವುದು, ಪ್ರಶ್ನೆ ಪತ್ರಿಕೆ ಬಂಡಲ್‌ಗಳನ್ನು ತೆರೆಯುವ ಹಾಗೂ ಉತ್ತರ ಪತ್ರಿಕೆಗಳನ್ನು ಸುರಕ್ಷಿತವಾಗಿ ರವಾನಿಸುವ ಕಾರ್ಯವನ್ನು ಜವಾಬ್ದಾರಿಯಿಂದ ನಿರ್ವಹಿಸಬೇಕು. ಪರೀಕ್ಷಾ ಕೇಂದ್ರಗಳಲ್ಲಿ ಮೂಲಭೂತ ಸೌಕರ್ಯಗಳಾದ ಕುಡಿಯುವ ನೀರು, ಶೌಚಾಲಯ, ವಿದ್ಯುತ್ ವ್ಯವಸ್ಥೆ ಕಲ್ಪಿಸಬೇಕು. ಪರೀಕ್ಷಾ ದಿನಗಳಂದು ಸಾರಿಗೆ ವ್ಯವಸ್ಥೆ ಸಮರ್ಪಕವಾಗಿರಬೇಕು ಎಂದು ಸೂಚಿಸಿದರು. ಪೂರ್ವಸಿದ್ಧತೆಯ ಬಗ್ಗೆ ಮುಂಚಿತವಾಗಿ ಪರಿಶೀಲಿಸಿ ವರದಿ ನೀಡಬೇಕು. ಎಸ್.ಎಸ್.ಎಲ್.ಸಿ ಪರೀಕ್ಷೆಯಲ್ಲಿ ವಿದ್ಯಾರ್ಥಿಗಳು ಉತ್ತಮ ಫಲಿತಾಂಶ ಪಡೆಯುವಂತೆ ಶಿಕ್ಷಕರು ಮಾರ್ಗದರ್ಶನ ನೀಡಬೇಕು. ಪರೀಕ್ಷಾ ದಿನಗಳಂದು ನಿರಂತರವಾಗಿ ವಿದ್ಯುತ್ ಪೂರೈಕೆ ಮಾಡಬೇಕು ಎಂದರು. (426, 760, 766, 808)
story7-headline: ಗ್ರಾಮದಲ್ಲಿ ಸಂಭ್ರಮಾಚರಣೆ (755, 1200, 885, 1218)
lead-200m-body: ಪರೀಕ್ಷಾ ಕೇಂದ್ರಗಳಲ್ಲಿ ಮೊಬೈಲ್ ಗಳನ್ನು ಕಡ್ಡಾಯವಾಗಿ ನಿಷೇಧಿಸಲಾಗಿದ್ದು, ಪರೀಕ್ಷಾ ಕೇಂದ್ರಗಳ ಸುತ್ತ 200 ಮೀಟರ್ ಪ್ರದೇಶವನ್ನು ನಿಷೇಧಿತ ಪ್ರದೇಶವೆಂದು ಘೋಷಿಸಲಾಗಿದೆ. ಪರೀಕ್ಷಾ ಕೇಂದ್ರಗಳ ಹತ್ತಿರದಲ್ಲಿರುವ ಜೆರಾಕ್ಸ್ ಮತ್ತು ಸೈಬರ್ ಕೇಂದ್ರಗಳನ್ನು ಪರೀಕ್ಷಾ ಸಮಯದಲ್ಲಿ ಮುಚ್ಚಲು ಕ್ರಮ ವಹಿಸಬೇಕು ಎಂದು ಜಿಲ್ಲಾಧಿಕಾರಿ ಸೂಚಿಸಿದರು. (779, 499, 935, 556)
story3-headline: ಅದ್ದೂರಿ ಬಸವ ಜಯಂತಿ ಆಚರಣೆ (656, 44, 862, 66)
divider-story4-story5 (474, 888, 475, 1192)
story6-side-box (8, 1206, 136, 1512)
divider-bottom-section (4, 1194, 942, 1195)
